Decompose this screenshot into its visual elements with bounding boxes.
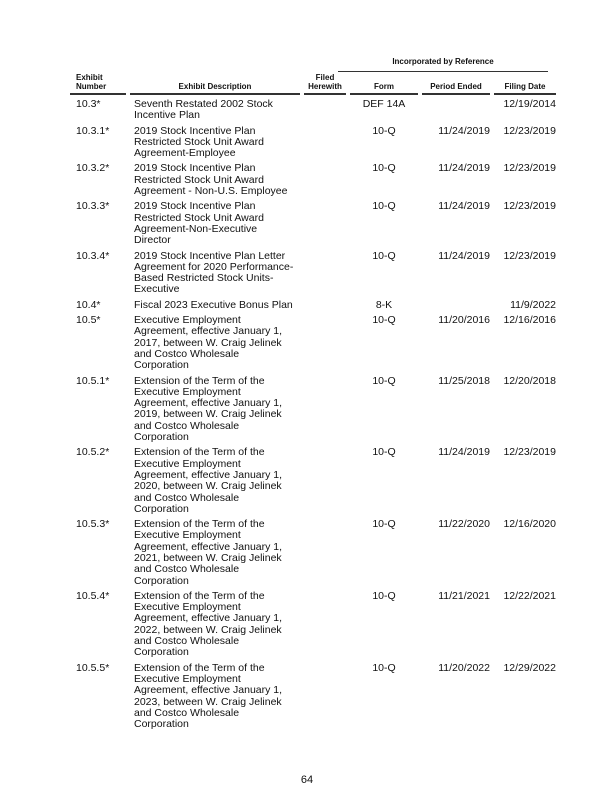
- filed-herewith-cell: [304, 372, 346, 444]
- period-ended-cell: 11/21/2021: [438, 589, 490, 602]
- exhibit-number-cell: 10.5*: [76, 314, 101, 327]
- table-header-row: [70, 72, 556, 95]
- exhibit-description-cell: Extension of the Term of the Executive Employment Agreement, effective January 1, 2021, between W. Craig Jelinek and Costco Wholesale Corporation: [134, 518, 283, 587]
- filing-date-cell: 12/23/2019: [503, 200, 556, 213]
- filing-date-cell: 12/19/2014: [503, 98, 556, 110]
- table-row: [70, 311, 556, 371]
- filed-herewith-cell: [304, 197, 346, 246]
- period-ended-cell: 11/24/2019: [438, 162, 490, 175]
- filed-herewith-cell: [304, 443, 346, 515]
- exhibit-number-cell: 10.3.4*: [76, 249, 110, 262]
- period-ended-cell: 11/20/2016: [438, 314, 490, 327]
- table-row: [70, 296, 556, 311]
- exhibit-description-cell: Seventh Restated 2002 Stock Incentive Plan: [134, 98, 273, 122]
- filing-date-cell: 12/16/2020: [503, 518, 556, 531]
- form-cell: 8-K: [375, 298, 393, 311]
- table-row: [70, 515, 556, 587]
- exhibit-number-cell: 10.3.2*: [76, 162, 110, 175]
- exhibit-description-cell: Extension of the Term of the Executive Employment Agreement, effective January 1, 2023, between W. Craig Jelinek and Costco Wholesale Corporation: [134, 661, 283, 731]
- exhibit-number-cell: 10.3.3*: [76, 200, 110, 213]
- exhibit-description-cell: Extension of the Term of the Executive Employment Agreement, effective January 1, 2022, between W. Craig Jelinek and Costco Wholesale Corporation: [134, 589, 283, 659]
- exhibit-description-cell: 2019 Stock Incentive Plan Letter Agreement for 2020 Performance- Based Restricted Stock Units- Executive: [134, 249, 294, 296]
- period-ended-cell: 11/24/2019: [438, 200, 490, 213]
- exhibit-number-cell: 10.5.5*: [76, 661, 110, 674]
- filed-herewith-cell: [304, 515, 346, 587]
- table-row: [70, 122, 556, 160]
- filed-herewith-cell: [304, 587, 346, 659]
- header-filing-date: Filing Date: [494, 72, 556, 95]
- filing-date-cell: 12/23/2019: [503, 446, 556, 459]
- exhibit-number-cell: 10.5.4*: [76, 589, 110, 602]
- form-cell: 10-Q: [372, 589, 396, 602]
- exhibit-description-cell: 2019 Stock Incentive Plan Restricted Stock Unit Award Agreement-Non-Executive Director: [134, 200, 264, 247]
- header-exhibit-number: Exhibit Number: [70, 72, 126, 95]
- filed-herewith-cell: [304, 659, 346, 731]
- filing-date-cell: 12/23/2019: [503, 124, 556, 137]
- form-cell: 10-Q: [372, 162, 396, 175]
- table-row: [70, 372, 556, 444]
- period-ended-cell: [422, 95, 490, 122]
- table-row: [70, 587, 556, 659]
- period-ended-cell: [422, 296, 490, 311]
- page-number: 64: [300, 774, 314, 786]
- form-cell: 10-Q: [372, 374, 396, 387]
- form-cell: 10-Q: [372, 661, 396, 674]
- filed-herewith-cell: [304, 159, 346, 197]
- filing-date-cell: 12/29/2022: [503, 661, 556, 674]
- filing-date-cell: 12/16/2016: [503, 314, 556, 327]
- filed-herewith-cell: [304, 296, 346, 311]
- header-period-ended: Period Ended: [422, 72, 490, 95]
- header-form: Form: [350, 72, 418, 95]
- exhibit-table: [66, 72, 560, 730]
- header-filed-herewith: Filed Herewith: [304, 72, 346, 95]
- table-row: [70, 247, 556, 296]
- filed-herewith-cell: [304, 95, 346, 122]
- header-exhibit-description: Exhibit Description: [130, 72, 300, 95]
- filing-date-cell: 11/9/2022: [510, 298, 556, 311]
- form-cell: 10-Q: [372, 314, 396, 327]
- period-ended-cell: 11/20/2022: [438, 661, 490, 674]
- filing-date-cell: 12/23/2019: [503, 249, 556, 262]
- period-ended-cell: 11/22/2020: [438, 518, 490, 531]
- incorporated-by-reference-heading: Incorporated by Reference: [392, 57, 494, 66]
- filing-date-cell: 12/20/2018: [503, 374, 556, 387]
- table-row: [70, 197, 556, 246]
- filing-date-cell: 12/22/2021: [503, 589, 556, 602]
- form-cell: 10-Q: [372, 249, 396, 262]
- exhibit-number-cell: 10.3*: [76, 98, 101, 110]
- form-cell: 10-Q: [372, 446, 396, 459]
- exhibit-description-cell: Extension of the Term of the Executive Employment Agreement, effective January 1, 2020, between W. Craig Jelinek and Costco Wholesale Corporation: [134, 446, 283, 515]
- table-row: [70, 443, 556, 515]
- filed-herewith-cell: [304, 122, 346, 160]
- form-cell: 10-Q: [372, 200, 396, 213]
- table-row: [70, 159, 556, 197]
- form-cell: DEF 14A: [362, 98, 406, 110]
- exhibit-number-cell: 10.3.1*: [76, 124, 110, 137]
- exhibit-number-cell: 10.5.1*: [76, 374, 110, 387]
- exhibit-description-cell: Executive Employment Agreement, effective January 1, 2017, between W. Craig Jelinek and Costco Wholesale Corporation: [134, 314, 283, 372]
- exhibit-description-cell: Fiscal 2023 Executive Bonus Plan: [134, 298, 293, 311]
- form-cell: 10-Q: [372, 518, 396, 531]
- form-cell: 10-Q: [372, 124, 396, 137]
- exhibit-description-cell: 2019 Stock Incentive Plan Restricted Stock Unit Award Agreement - Non-U.S. Employee: [134, 162, 288, 198]
- exhibit-number-cell: 10.5.3*: [76, 518, 110, 531]
- filing-date-cell: 12/23/2019: [503, 162, 556, 175]
- period-ended-cell: 11/25/2018: [438, 374, 490, 387]
- period-ended-cell: 11/24/2019: [438, 446, 490, 459]
- table-row: [70, 95, 556, 122]
- period-ended-cell: 11/24/2019: [438, 124, 490, 137]
- table-row: [70, 659, 556, 731]
- exhibit-description-cell: Extension of the Term of the Executive Employment Agreement, effective January 1, 2019, between W. Craig Jelinek and Costco Wholesale Corporation: [134, 374, 283, 444]
- period-ended-cell: 11/24/2019: [438, 249, 490, 262]
- exhibit-number-cell: 10.4*: [76, 298, 101, 311]
- filed-herewith-cell: [304, 247, 346, 296]
- exhibit-description-cell: 2019 Stock Incentive Plan Restricted Stock Unit Award Agreement-Employee: [134, 124, 264, 160]
- exhibit-number-cell: 10.5.2*: [76, 446, 110, 459]
- filed-herewith-cell: [304, 311, 346, 371]
